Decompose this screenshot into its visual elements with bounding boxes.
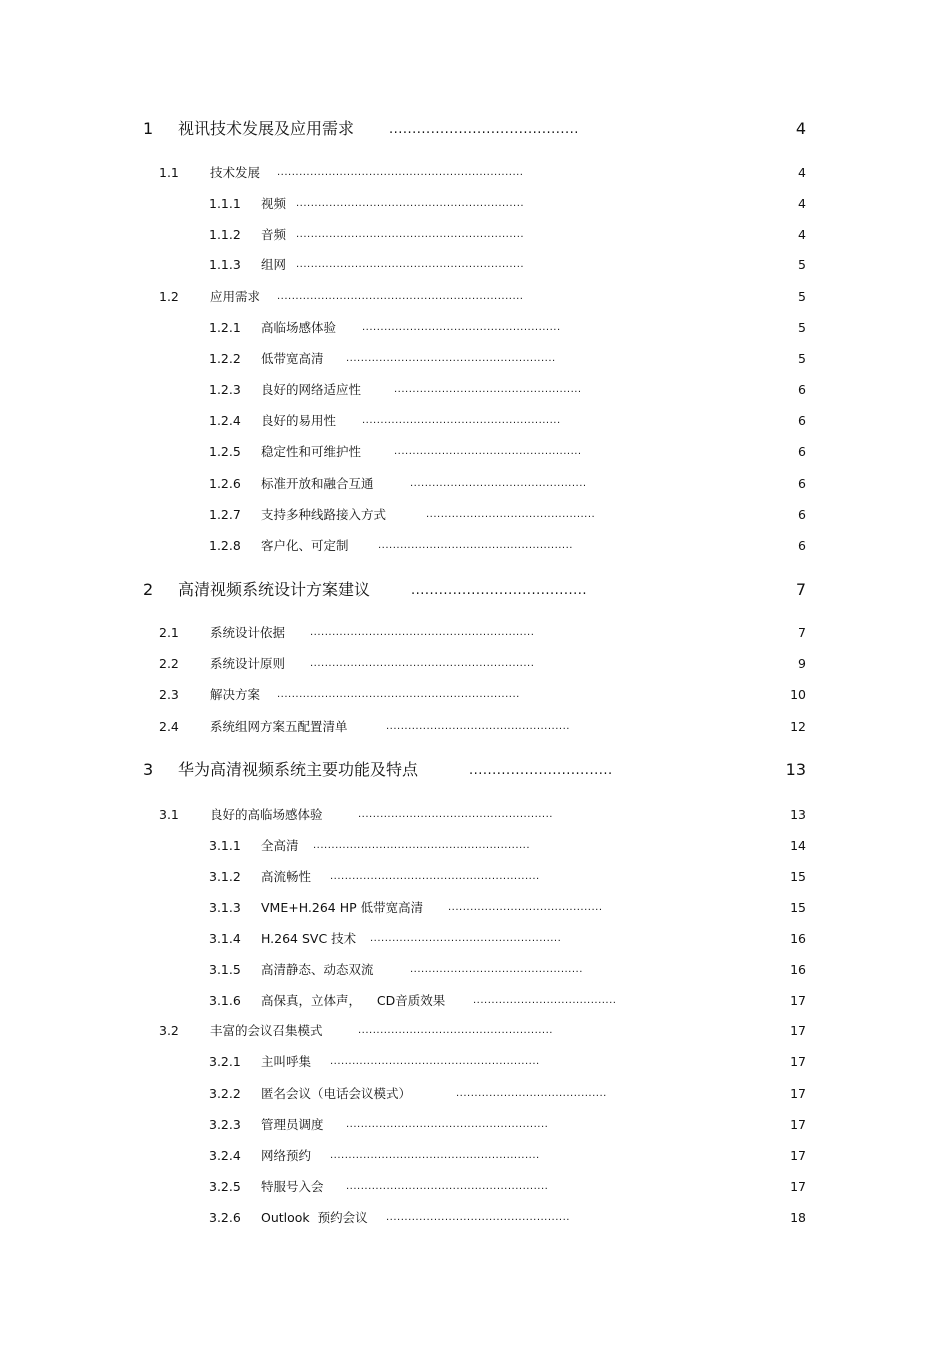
toc-dot-leader: ....................................................... bbox=[346, 1182, 549, 1192]
toc-page-number: 7 bbox=[798, 625, 806, 640]
toc-entry-level-3[interactable] bbox=[0, 1056, 950, 1075]
toc-page-number: 17 bbox=[790, 1054, 806, 1069]
toc-entry-level-2[interactable] bbox=[0, 167, 950, 186]
toc-entry-level-3[interactable] bbox=[0, 198, 950, 217]
toc-entry-title: 系统设计原则 bbox=[210, 656, 286, 671]
toc-entry-title: 低带宽高清 bbox=[261, 351, 324, 366]
toc-entry-level-3[interactable] bbox=[0, 933, 950, 952]
toc-entry-title: 主叫呼集 bbox=[261, 1054, 312, 1069]
toc-entry-level-1[interactable] bbox=[0, 762, 950, 784]
toc-dot-leader: ................................................ bbox=[410, 479, 587, 489]
toc-entry-title: VME+H.264 HP 低带宽高清 bbox=[261, 900, 424, 915]
toc-entry-number: 3.2.3 bbox=[209, 1117, 241, 1132]
toc-entry-number: 1.2.5 bbox=[209, 444, 241, 459]
toc-dot-leader: ..................................................... bbox=[358, 810, 553, 820]
toc-page-number: 5 bbox=[798, 289, 806, 304]
toc-entry-level-3[interactable] bbox=[0, 1119, 950, 1138]
toc-entry-title: 系统设计依据 bbox=[210, 625, 286, 640]
toc-page-number: 5 bbox=[798, 351, 806, 366]
toc-entry-title: 丰富的会议召集模式 bbox=[210, 1023, 323, 1038]
toc-entry-title: 良好的网络适应性 bbox=[261, 382, 362, 397]
toc-entry-level-3[interactable] bbox=[0, 1150, 950, 1169]
toc-entry-number: 3.2.4 bbox=[209, 1148, 241, 1163]
toc-dot-leader: ................................................... bbox=[394, 447, 582, 457]
toc-entry-title: 网络预约 bbox=[261, 1148, 312, 1163]
toc-entry-level-2[interactable] bbox=[0, 721, 950, 740]
toc-entry-number: 1.2.2 bbox=[209, 351, 241, 366]
toc-entry-level-1[interactable] bbox=[0, 121, 950, 143]
toc-entry-title: 良好的易用性 bbox=[261, 413, 337, 428]
toc-entry-number: 1.1.1 bbox=[209, 196, 241, 211]
toc-dot-leader: ...................................................... bbox=[362, 416, 561, 426]
toc-entry-level-3[interactable] bbox=[0, 995, 950, 1014]
toc-page-number: 7 bbox=[795, 580, 806, 599]
toc-entry-title: 华为高清视频系统主要功能及特点 bbox=[178, 760, 419, 779]
toc-entry-level-2[interactable] bbox=[0, 1025, 950, 1044]
toc-entry-title: 应用需求 bbox=[210, 289, 261, 304]
toc-entry-title: 系统组网方案五配置清单 bbox=[210, 719, 348, 734]
toc-entry-level-3[interactable] bbox=[0, 229, 950, 248]
toc-entry-title: 视讯技术发展及应用需求 bbox=[178, 119, 355, 138]
toc-entry-number: 3.1.4 bbox=[209, 931, 241, 946]
toc-entry-number: 3.1 bbox=[159, 807, 179, 822]
toc-entry-number: 1.2.3 bbox=[209, 382, 241, 397]
toc-entry-title: 支持多种线路接入方式 bbox=[261, 507, 387, 522]
toc-entry-title: 解决方案 bbox=[210, 687, 261, 702]
toc-page-number: 17 bbox=[790, 1023, 806, 1038]
toc-entry-level-3[interactable] bbox=[0, 446, 950, 465]
toc-entry-title: 匿名会议（电话会议模式） bbox=[261, 1086, 412, 1101]
toc-entry-number: 1 bbox=[143, 119, 154, 138]
toc-page-number: 17 bbox=[790, 1086, 806, 1101]
toc-page-number: 6 bbox=[798, 476, 806, 491]
toc-entry-title: 高流畅性 bbox=[261, 869, 312, 884]
toc-page-number: 5 bbox=[798, 320, 806, 335]
toc-page-number: 14 bbox=[790, 838, 806, 853]
toc-entry-level-3[interactable] bbox=[0, 1212, 950, 1231]
toc-dot-leader: .................................................. bbox=[386, 722, 570, 732]
toc-entry-title: 稳定性和可维护性 bbox=[261, 444, 362, 459]
toc-page-number: 4 bbox=[798, 227, 806, 242]
toc-entry-number: 3.1.5 bbox=[209, 962, 241, 977]
toc-dot-leader: ............................... bbox=[469, 764, 613, 777]
toc-dot-leader: ........................................................... bbox=[313, 841, 531, 851]
toc-dot-leader: ............................................... bbox=[410, 965, 583, 975]
toc-page-number: 16 bbox=[790, 931, 806, 946]
toc-entry-title: 组网 bbox=[261, 257, 287, 272]
toc-entry-title: 高清静态、动态双流 bbox=[261, 962, 374, 977]
toc-entry-level-2[interactable] bbox=[0, 658, 950, 677]
toc-page-number: 4 bbox=[798, 196, 806, 211]
toc-page-number: 6 bbox=[798, 382, 806, 397]
toc-dot-leader: ...................................................... bbox=[362, 323, 561, 333]
toc-page-number: 6 bbox=[798, 507, 806, 522]
toc-page-number: 17 bbox=[790, 1148, 806, 1163]
toc-entry-level-3[interactable] bbox=[0, 322, 950, 341]
toc-dot-leader: ......................................... bbox=[456, 1089, 607, 1099]
toc-dot-leader: .................................................... bbox=[370, 934, 562, 944]
toc-entry-number: 3.2 bbox=[159, 1023, 179, 1038]
toc-dot-leader: ......................................... bbox=[389, 123, 579, 136]
toc-entry-number: 3.1.2 bbox=[209, 869, 241, 884]
toc-page-number: 4 bbox=[795, 119, 806, 138]
toc-entry-level-3[interactable] bbox=[0, 509, 950, 528]
toc-dot-leader: ............................................................. bbox=[310, 659, 535, 669]
toc-page-number: 15 bbox=[790, 869, 806, 884]
toc-entry-title: 技术发展 bbox=[210, 165, 261, 180]
toc-page-number: 12 bbox=[790, 719, 806, 734]
toc-entry-number: 3.1.6 bbox=[209, 993, 241, 1008]
toc-entry-title: 标准开放和融合互通 bbox=[261, 476, 374, 491]
toc-entry-level-3[interactable] bbox=[0, 540, 950, 559]
toc-page-number: 4 bbox=[798, 165, 806, 180]
toc-entry-number: 3.1.3 bbox=[209, 900, 241, 915]
toc-entry-title: 客户化、可定制 bbox=[261, 538, 349, 553]
toc-entry-title: 全高清 bbox=[261, 838, 299, 853]
toc-entry-level-3[interactable] bbox=[0, 1181, 950, 1200]
toc-entry-number: 1.2 bbox=[159, 289, 179, 304]
toc-page-number: 6 bbox=[798, 413, 806, 428]
toc-entry-number: 2 bbox=[143, 580, 154, 599]
toc-dot-leader: .............................................. bbox=[426, 510, 596, 520]
toc-entry-number: 3.2.1 bbox=[209, 1054, 241, 1069]
toc-page-number: 17 bbox=[790, 1117, 806, 1132]
toc-dot-leader: ................................................................... bbox=[277, 168, 524, 178]
toc-entry-title: 管理员调度 bbox=[261, 1117, 324, 1132]
toc-entry-number: 3.2.5 bbox=[209, 1179, 241, 1194]
toc-entry-level-3[interactable] bbox=[0, 415, 950, 434]
toc-entry-number: 1.2.8 bbox=[209, 538, 241, 553]
toc-dot-leader: ......................................................... bbox=[330, 872, 540, 882]
toc-entry-title: H.264 SVC 技术 bbox=[261, 931, 357, 946]
toc-entry-level-1[interactable] bbox=[0, 582, 950, 604]
toc-entry-number: 1.2.6 bbox=[209, 476, 241, 491]
toc-entry-title: 视频 bbox=[261, 196, 287, 211]
toc-entry-number: 3.2.6 bbox=[209, 1210, 241, 1225]
toc-dot-leader: ................................................................... bbox=[277, 292, 524, 302]
toc-page-number: 9 bbox=[798, 656, 806, 671]
toc-entry-number: 1.1.2 bbox=[209, 227, 241, 242]
toc-dot-leader: .......................................... bbox=[448, 903, 603, 913]
toc-page-number: 10 bbox=[790, 687, 806, 702]
toc-dot-leader: ....................................................... bbox=[346, 1120, 549, 1130]
toc-entry-level-3[interactable] bbox=[0, 902, 950, 921]
toc-dot-leader: ................................................... bbox=[394, 385, 582, 395]
toc-dot-leader: ......................................................... bbox=[330, 1151, 540, 1161]
toc-entry-number: 1.2.7 bbox=[209, 507, 241, 522]
toc-entry-level-3[interactable] bbox=[0, 353, 950, 372]
toc-entry-number: 3 bbox=[143, 760, 154, 779]
toc-entry-level-3[interactable] bbox=[0, 478, 950, 497]
toc-dot-leader: ....................................... bbox=[473, 996, 617, 1006]
toc-page-number: 18 bbox=[790, 1210, 806, 1225]
toc-dot-leader: .................................................. bbox=[386, 1213, 570, 1223]
toc-page-number: 5 bbox=[798, 257, 806, 272]
toc-entry-title: Outlook 预约会议 bbox=[261, 1210, 368, 1225]
toc-entry-level-2[interactable] bbox=[0, 809, 950, 828]
toc-entry-title: 音频 bbox=[261, 227, 287, 242]
toc-dot-leader: .............................................................. bbox=[296, 260, 525, 270]
toc-entry-level-3[interactable] bbox=[0, 384, 950, 403]
toc-entry-title: 高临场感体验 bbox=[261, 320, 337, 335]
toc-dot-leader: .............................................................. bbox=[296, 199, 525, 209]
toc-page-number: 15 bbox=[790, 900, 806, 915]
toc-dot-leader: ..................................................... bbox=[358, 1026, 553, 1036]
toc-entry-title: 良好的高临场感体验 bbox=[210, 807, 323, 822]
toc-entry-title: 高清视频系统设计方案建议 bbox=[178, 580, 371, 599]
toc-dot-leader: .................................................................. bbox=[277, 690, 520, 700]
toc-dot-leader: ......................................................... bbox=[346, 354, 556, 364]
toc-entry-level-3[interactable] bbox=[0, 871, 950, 890]
toc-entry-title: 高保真，立体声， CD音质效果 bbox=[261, 993, 446, 1008]
toc-entry-number: 2.3 bbox=[159, 687, 179, 702]
toc-dot-leader: ...................................... bbox=[411, 584, 588, 597]
toc-dot-leader: ......................................................... bbox=[330, 1057, 540, 1067]
toc-page-number: 17 bbox=[790, 993, 806, 1008]
toc-page-number: 6 bbox=[798, 538, 806, 553]
toc-entry-level-3[interactable] bbox=[0, 259, 950, 278]
toc-entry-number: 2.1 bbox=[159, 625, 179, 640]
toc-entry-number: 3.2.2 bbox=[209, 1086, 241, 1101]
toc-page-number: 17 bbox=[790, 1179, 806, 1194]
toc-entry-number: 1.2.4 bbox=[209, 413, 241, 428]
toc-entry-level-3[interactable] bbox=[0, 840, 950, 859]
toc-entry-number: 2.4 bbox=[159, 719, 179, 734]
toc-entry-number: 1.2.1 bbox=[209, 320, 241, 335]
toc-entry-level-3[interactable] bbox=[0, 964, 950, 983]
toc-entry-level-2[interactable] bbox=[0, 627, 950, 646]
toc-page-number: 16 bbox=[790, 962, 806, 977]
toc-dot-leader: ..................................................... bbox=[378, 541, 573, 551]
toc-entry-title: 特服号入会 bbox=[261, 1179, 324, 1194]
toc-entry-number: 3.1.1 bbox=[209, 838, 241, 853]
toc-entry-number: 1.1 bbox=[159, 165, 179, 180]
toc-page-number: 13 bbox=[790, 807, 806, 822]
toc-page-number: 6 bbox=[798, 444, 806, 459]
toc-entry-level-2[interactable] bbox=[0, 291, 950, 310]
toc-entry-number: 1.1.3 bbox=[209, 257, 241, 272]
toc-dot-leader: .............................................................. bbox=[296, 230, 525, 240]
toc-entry-level-3[interactable] bbox=[0, 1088, 950, 1107]
toc-dot-leader: ............................................................. bbox=[310, 628, 535, 638]
toc-page-number: 13 bbox=[785, 760, 806, 779]
toc-entry-level-2[interactable] bbox=[0, 689, 950, 708]
toc-entry-number: 2.2 bbox=[159, 656, 179, 671]
